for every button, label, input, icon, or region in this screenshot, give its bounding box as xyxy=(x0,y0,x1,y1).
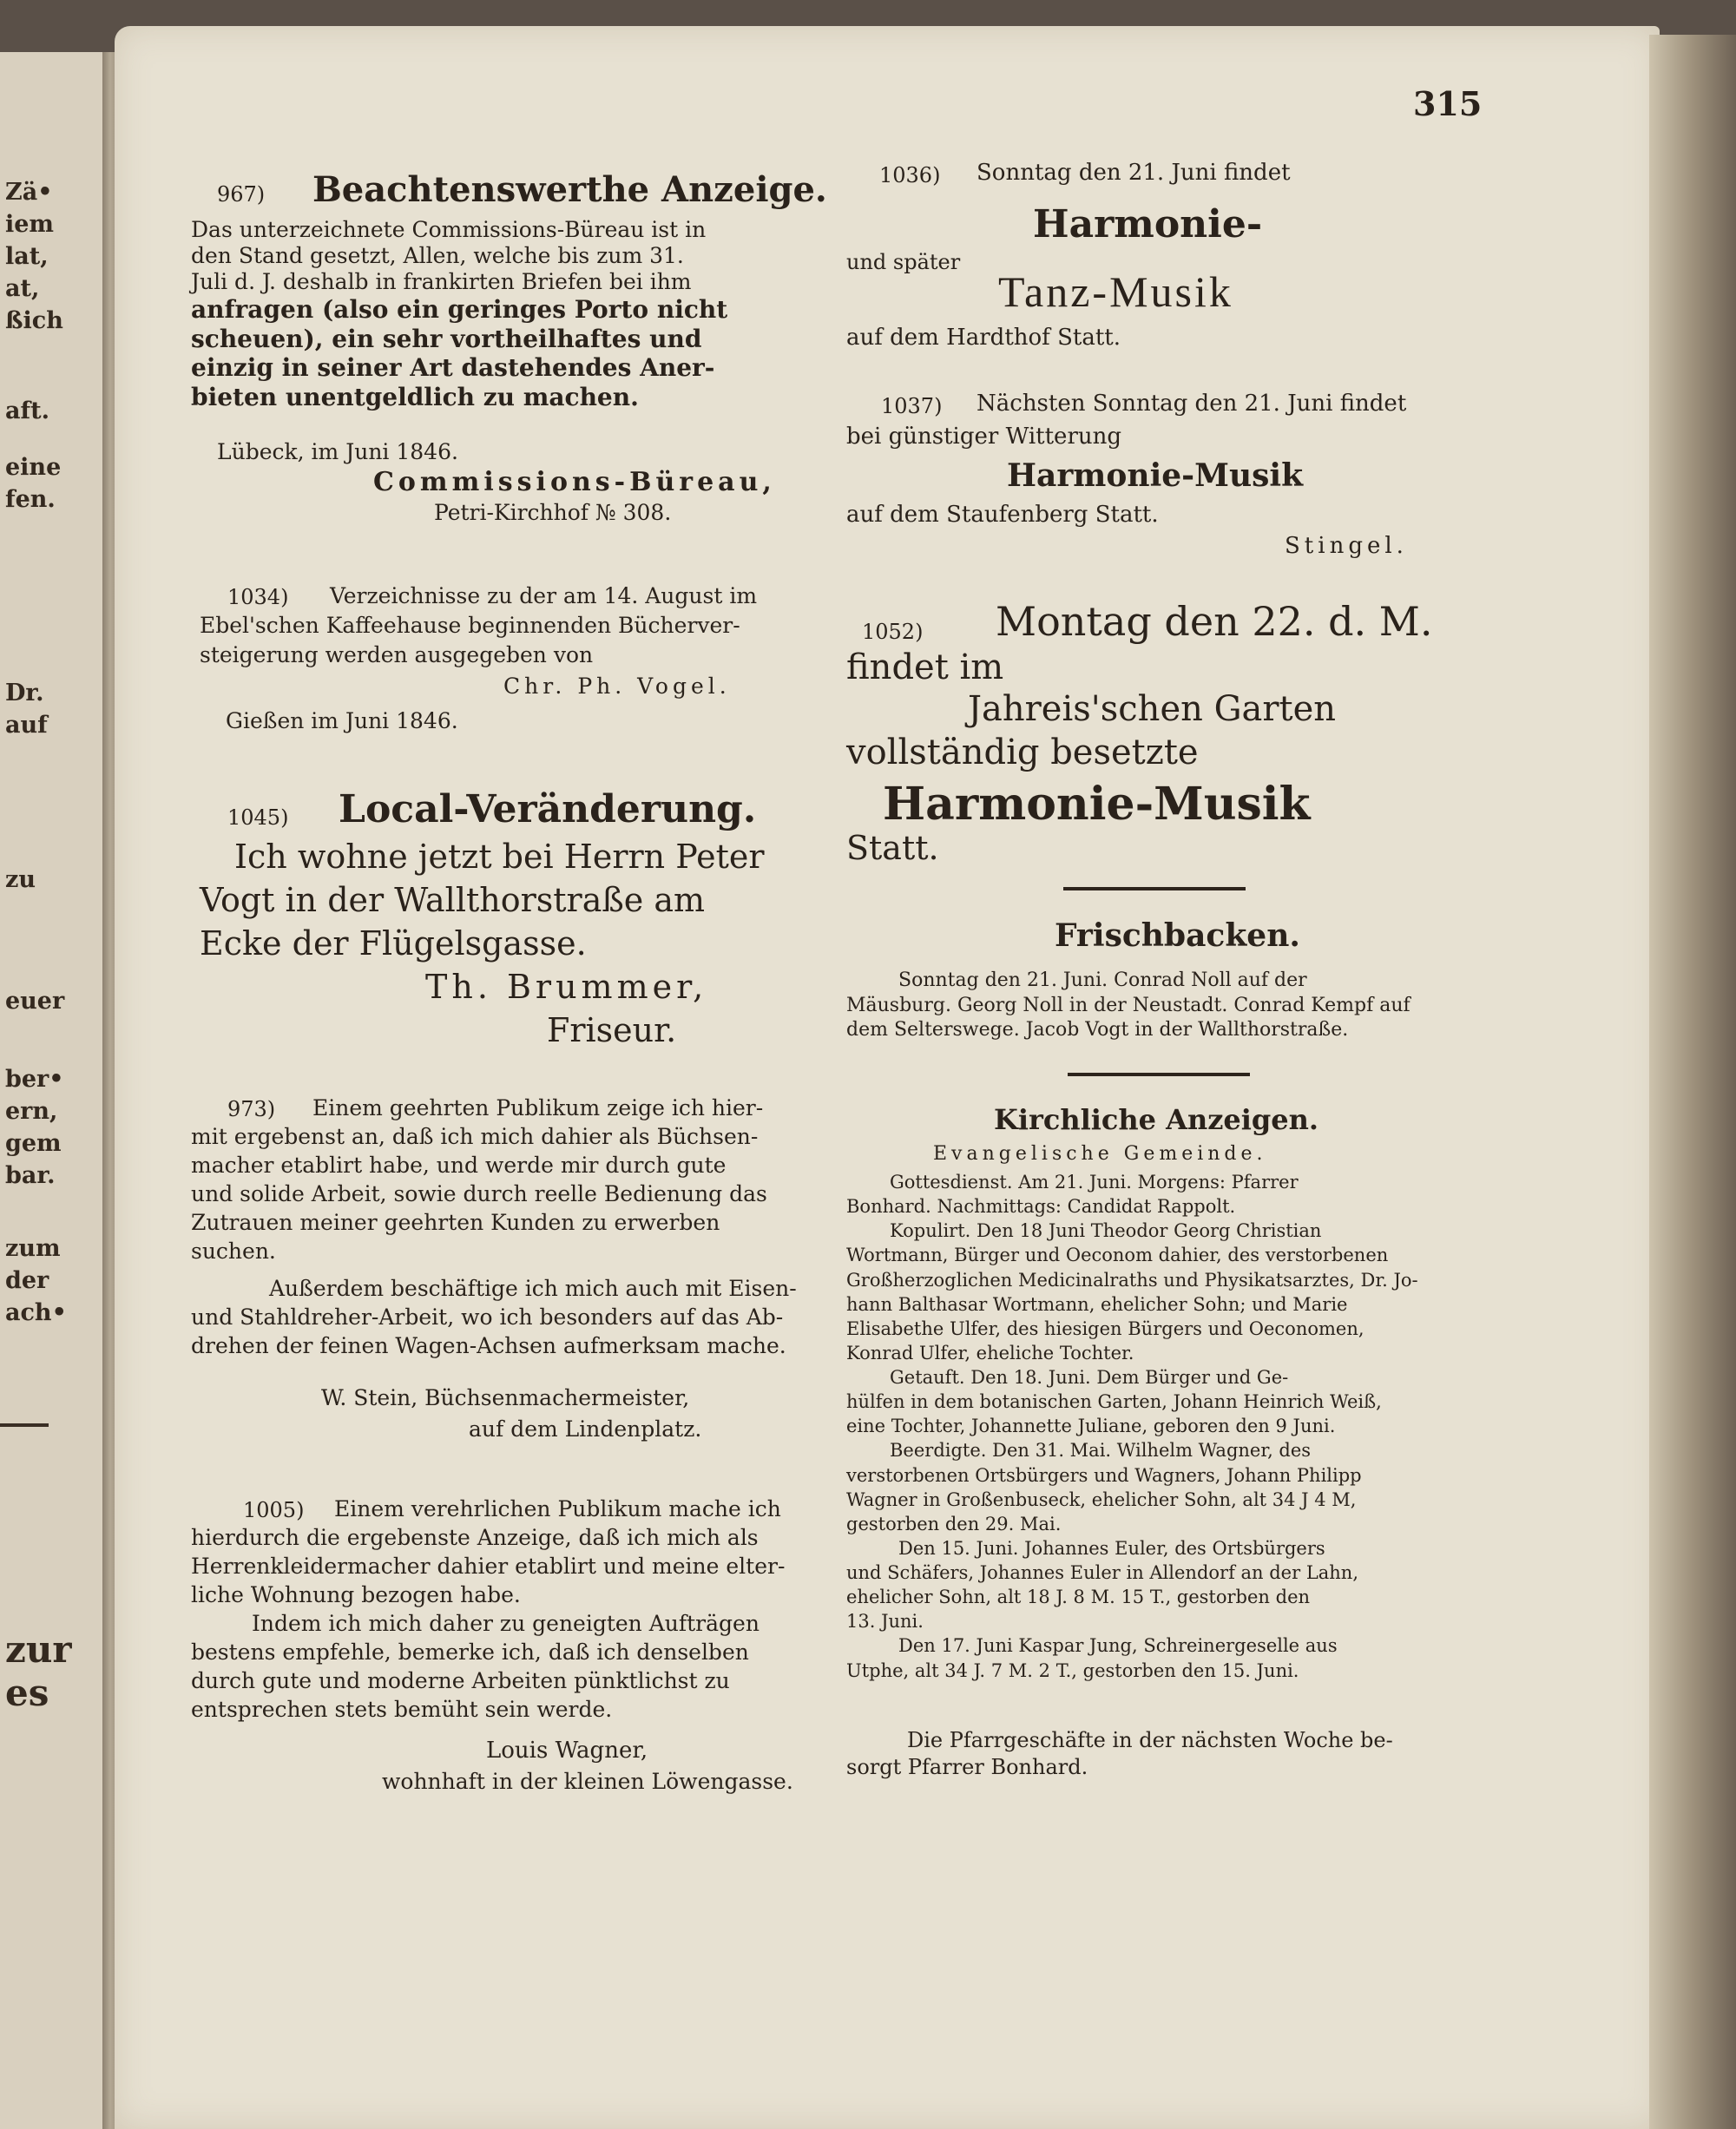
frischbacken-body xyxy=(846,969,1489,1043)
text-line: eine Tochter, Johannette Juliane, geboren den 9 Juni. xyxy=(846,1416,1336,1437)
text-line: mit ergebenst an, daß ich mich dahier als Büchsen- xyxy=(191,1124,759,1149)
left-fragment: zur xyxy=(5,1628,72,1671)
left-fragment: bar. xyxy=(5,1162,56,1189)
signer: Louis Wagner, xyxy=(486,1738,648,1764)
text-line: Einem geehrten Publikum zeige ich hier- xyxy=(312,1095,764,1120)
place-date: Lübeck, im Juni 1846. xyxy=(217,439,458,464)
text-line: Großherzoglichen Medicinalraths und Physikatsarztes, Dr. Jo- xyxy=(846,1269,1418,1291)
text-line: bieten unentgeldlich zu machen. xyxy=(191,382,639,411)
text-line: Montag den 22. d. M. xyxy=(996,598,1433,645)
text-line: hülfen in dem botanischen Garten, Johann Heinrich Weiß, xyxy=(846,1391,1382,1413)
ad-heading: Tanz-Musik xyxy=(998,267,1233,316)
text-line: steigerung werden ausgegeben von xyxy=(200,642,594,667)
text-line: Ich wohne jetzt bei Herrn Peter xyxy=(234,838,765,876)
text-line: suchen. xyxy=(191,1239,276,1264)
ad-967-body xyxy=(191,217,816,411)
left-page-edge xyxy=(0,52,106,2129)
text-line: Ebel'schen Kaffeehause beginnenden Bücherver- xyxy=(200,613,740,638)
section-divider xyxy=(1063,887,1246,890)
text-line: Sonntag den 21. Juni findet xyxy=(976,160,1291,186)
text-line: und solide Arbeit, sowie durch reelle Bedienung das xyxy=(191,1181,767,1206)
left-column xyxy=(191,0,827,2129)
ad-number: 1034) xyxy=(227,585,289,609)
left-fragment: at, xyxy=(5,275,40,302)
text-line: hann Balthasar Wortmann, ehelicher Sohn; und Marie xyxy=(846,1293,1348,1315)
text-line: findet im xyxy=(846,647,1004,687)
signer: Commissions-Büreau, xyxy=(373,467,776,497)
signer: Stingel. xyxy=(1285,533,1408,559)
text-line: ehelicher Sohn, alt 18 J. 8 M. 15 T., gestorben den xyxy=(846,1587,1311,1608)
text-line: Nächsten Sonntag den 21. Juni findet xyxy=(976,391,1407,417)
left-fragment: zum xyxy=(5,1235,61,1262)
section-heading: Kirchliche Anzeigen. xyxy=(994,1103,1319,1136)
text-line: Beerdigte. Den 31. Mai. Wilhelm Wagner, des xyxy=(890,1440,1312,1462)
ad-heading: Beachtenswerthe Anzeige. xyxy=(312,169,827,210)
text-line: auf dem Staufenberg Statt. xyxy=(846,502,1159,528)
text-line: Den 15. Juni. Johannes Euler, des Ortsbürgers xyxy=(898,1537,1325,1559)
ad-number: 1005) xyxy=(243,1498,305,1522)
left-divider xyxy=(0,1423,49,1427)
text-line: und Schäfers, Johannes Euler in Allendorf an der Lahn, xyxy=(846,1562,1359,1583)
text-line: Utphe, alt 34 J. 7 M. 2 T., gestorben den 15. Juni. xyxy=(846,1659,1299,1681)
text-line: drehen der feinen Wagen-Achsen aufmerksam mache. xyxy=(191,1333,786,1358)
ad-number: 1045) xyxy=(227,805,289,830)
text-line: Wortmann, Bürger und Oeconom dahier, des verstorbenen xyxy=(846,1245,1389,1266)
text-line: hierdurch die ergebenste Anzeige, daß ich mich als xyxy=(191,1525,759,1550)
section-subheading: Evangelische Gemeinde. xyxy=(933,1143,1267,1165)
text-line: und später xyxy=(846,250,961,274)
left-fragment: lat, xyxy=(5,243,49,270)
text-line: Ecke der Flügelsgasse. xyxy=(200,924,587,963)
text-line: Vogt in der Wallthorstraße am xyxy=(200,881,706,919)
text-line: Juli d. J. deshalb in frankirten Briefen bei ihm xyxy=(191,269,692,294)
left-fragment: Zä• xyxy=(5,179,53,206)
page-stack-edge xyxy=(1649,35,1736,2129)
left-fragment: es xyxy=(5,1672,49,1714)
ad-heading: Harmonie-Musik xyxy=(1007,457,1304,494)
left-fragment: ach• xyxy=(5,1299,67,1326)
left-fragment: iem xyxy=(5,211,55,238)
ad-number: 967) xyxy=(217,182,266,207)
text-line: Das unterzeichnete Commissions-Büreau ist in xyxy=(191,217,707,242)
right-column xyxy=(846,0,1489,2129)
signer: Chr. Ph. Vogel. xyxy=(503,674,731,699)
text-line: dem Selterswege. Jacob Vogt in der Wallthorstraße. xyxy=(846,1019,1349,1042)
text-line: 13. Juni. xyxy=(846,1611,924,1633)
ad-heading: Local-Veränderung. xyxy=(339,787,757,831)
left-fragment: eine xyxy=(5,454,62,481)
kirchliche-body xyxy=(846,1170,1489,1683)
left-fragment: fen. xyxy=(5,486,56,513)
text-line: Wagner in Großenbuseck, ehelicher Sohn, alt 34 J 4 M, xyxy=(846,1488,1357,1510)
text-line: Konrad Ulfer, eheliche Tochter. xyxy=(846,1342,1134,1363)
text-line: Indem ich mich daher zu geneigten Aufträgen xyxy=(252,1611,760,1636)
kirchliche-closing xyxy=(846,1727,1489,1781)
ad-number: 1036) xyxy=(879,163,941,187)
left-fragment: auf xyxy=(5,712,48,739)
ad-heading: Harmonie- xyxy=(1033,202,1263,246)
page-number: 315 xyxy=(1413,84,1483,123)
left-fragment: euer xyxy=(5,988,65,1015)
section-divider xyxy=(1068,1073,1250,1076)
text-line: macher etablirt habe, und werde mir durch gute xyxy=(191,1153,727,1178)
text-line: durch gute und moderne Arbeiten pünktlichst zu xyxy=(191,1668,730,1693)
text-line: Den 17. Juni Kaspar Jung, Schreinergeselle aus xyxy=(898,1635,1338,1657)
left-fragment: Dr. xyxy=(5,680,44,706)
text-line: Herrenkleidermacher dahier etablirt und meine elter- xyxy=(191,1554,786,1579)
text-line: auf dem Hardthof Statt. xyxy=(846,325,1121,351)
text-line: Statt. xyxy=(846,829,939,867)
left-fragment: ber• xyxy=(5,1066,64,1093)
left-fragment: zu xyxy=(5,866,36,893)
place-date: Gießen im Juni 1846. xyxy=(226,708,458,733)
address: wohnhaft in der kleinen Löwengasse. xyxy=(382,1769,793,1794)
ad-heading: Harmonie-Musik xyxy=(883,778,1311,831)
left-fragment: der xyxy=(5,1267,49,1294)
text-line: liche Wohnung bezogen habe. xyxy=(191,1582,521,1607)
ad-1005-body xyxy=(191,1495,816,1724)
signer: Th. Brummer, xyxy=(425,968,708,1006)
text-line: und Stahldreher-Arbeit, wo ich besonders auf das Ab- xyxy=(191,1304,784,1330)
ad-number: 1052) xyxy=(862,620,924,644)
signer-title: Friseur. xyxy=(547,1011,677,1049)
left-fragment: ßich xyxy=(5,307,63,334)
signer: W. Stein, Büchsenmachermeister, xyxy=(321,1385,690,1410)
text-line: Elisabethe Ulfer, des hiesigen Bürgers und Oeconomen, xyxy=(846,1317,1364,1339)
left-fragment: ern, xyxy=(5,1098,58,1125)
left-fragment: gem xyxy=(5,1130,62,1157)
text-line: Gottesdienst. Am 21. Juni. Morgens: Pfarrer xyxy=(890,1172,1299,1193)
text-line: Bonhard. Nachmittags: Candidat Rappolt. xyxy=(846,1196,1236,1218)
ad-number: 973) xyxy=(227,1097,276,1121)
text-line: scheuen), ein sehr vortheilhaftes und xyxy=(191,324,702,353)
text-line: verstorbenen Ortsbürgers und Wagners, Johann Philipp xyxy=(846,1464,1362,1486)
text-line: anfragen (also ein geringes Porto nicht xyxy=(191,295,728,324)
text-line: Die Pfarrgeschäfte in der nächsten Woche be- xyxy=(907,1728,1393,1752)
text-line: Getauft. Den 18. Juni. Dem Bürger und Ge- xyxy=(890,1367,1289,1388)
text-line: bei günstiger Witterung xyxy=(846,424,1122,450)
text-line: Außerdem beschäftige ich mich auch mit Eisen- xyxy=(269,1276,797,1301)
address: auf dem Lindenplatz. xyxy=(469,1416,702,1442)
text-line: Kopulirt. Den 18 Juni Theodor Georg Christian xyxy=(890,1220,1322,1242)
text-line: gestorben den 29. Mai. xyxy=(846,1513,1062,1534)
text-line: Verzeichnisse zu der am 14. August im xyxy=(330,583,758,608)
text-line: Zutrauen meiner geehrten Kunden zu erwerben xyxy=(191,1210,720,1235)
ad-number: 1037) xyxy=(881,394,943,418)
text-line: sorgt Pfarrer Bonhard. xyxy=(846,1755,1088,1780)
text-line: Einem verehrlichen Publikum mache ich xyxy=(334,1496,781,1521)
address: Petri-Kirchhof № 308. xyxy=(434,500,672,525)
left-fragment: aft. xyxy=(5,398,49,424)
text-line: entsprechen stets bemüht sein werde. xyxy=(191,1697,613,1722)
text-line: einzig in seiner Art dastehendes Aner- xyxy=(191,353,715,383)
text-line: den Stand gesetzt, Allen, welche bis zum 31. xyxy=(191,243,684,268)
text-line: Jahreis'schen Garten xyxy=(968,689,1337,729)
text-line: Mäusburg. Georg Noll in der Neustadt. Conrad Kempf auf xyxy=(846,994,1410,1016)
text-line: bestens empfehle, bemerke ich, daß ich denselben xyxy=(191,1639,749,1665)
text-line: Sonntag den 21. Juni. Conrad Noll auf der xyxy=(898,969,1307,991)
text-line: vollständig besetzte xyxy=(846,733,1199,772)
ad-973-body xyxy=(191,1094,816,1360)
section-heading: Frischbacken. xyxy=(1055,917,1300,954)
